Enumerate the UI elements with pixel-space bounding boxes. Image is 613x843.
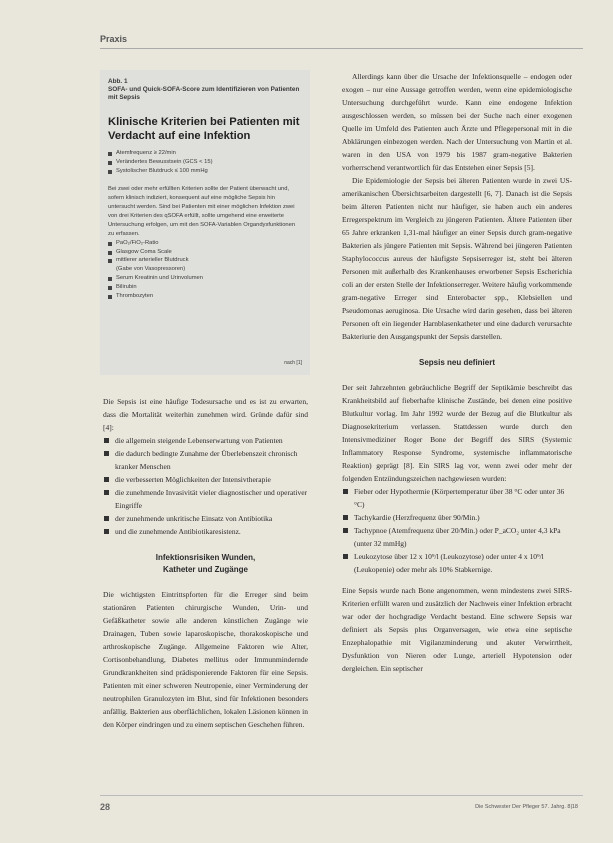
figure-title: Klinische Kriterien bei Patienten mit Verdacht auf eine Infektion	[108, 115, 300, 142]
reason-item: und die zunehmende Antibiotikaresistenz.	[103, 525, 308, 538]
figure-credit: nach [1]	[284, 360, 302, 366]
variables-list	[100, 239, 310, 302]
section-heading: Sepsis neu definiert	[418, 358, 496, 367]
body-paragraph: Die wichtigsten Eintrittspforten für die Erreger sind beim stationären Patienten chirurgische Wunden, Urin- und Gefäßkatheter sowie alle anderen künstlichen Zugänge wie Drainagen, Tuben sowie laparoskopische, thorakoskopische und arthroskopische Zugänge. Allgemeine Faktoren wie Alter, Cortisonbehandlung, Diabetes mellitus oder Immunmindernde Grundkrankheiten sind prädisponierende Faktoren für eine Sepsis. Patienten mit einer schweren Neutropenie, einer Verminderung der neutrophilen Granulozyten im Blut, sind für Infektionen besonders anfällig. Bakterien aus oberflächlichen, lokalen Läsionen können in den Körper eindringen und zu einem septischen Geschehen führen.	[103, 590, 308, 729]
figure-caption: SOFA- und Quick-SOFA-Score zum Identifizieren von Patienten mit Sepsis	[108, 86, 300, 102]
figure-label: Abb. 1	[108, 78, 128, 85]
heading-line: Infektionsrisiken Wunden,	[155, 553, 256, 562]
left-column	[103, 395, 308, 731]
criteria-item: Systolischer Blutdruck ≤ 100 mmHg	[108, 167, 302, 176]
body-paragraph: Die Epidemiologie der Sepsis bei älteren Patienten wurde in zwei US-amerikanischen Übersichtsarbeiten dargestellt [6, 7]. Danach ist die Sepsis beim älteren Patienten nicht nur häufiger, sie haben auch ein anderes Erregerspektrum im Vergleich zu jüngeren Patienten. Ältere Patienten über 65 Jahre erkranken 1,31-mal häufiger an einer Sepsis durch gram-negative Bakterien als jüngere Patienten mit Sepsis. Während bei jüngeren Patienten Staphylococcus aureus der häufigste Sepsiserreger ist, steht bei älteren Personen mit außerhalb des Krankenhauses erworbener Sepsis Escherichia coli an der ersten Stelle der Infektionserreger. Weitere häufig vorkommende gram-negative Erreger sind Enterobacter spp., Klebsiellen und Pseudomonas aeruginosa. Die Ursache wird darin gesehen, dass bei älteren Personen oft ein liegender Harnblasenkatheter und eine dadurch verursachte Bakteriurie den Ausgangspunkt der Sepsis darstellen.	[342, 176, 572, 341]
criteria-list	[100, 149, 310, 176]
variable-item: mittlerer arterieller Blutdruck	[108, 256, 302, 265]
criteria-item: Atemfrequenz ≥ 22/min	[108, 149, 302, 158]
heading-line: Katheter und Zugänge	[163, 565, 248, 574]
sirs-list	[342, 485, 572, 576]
section-heading	[103, 552, 308, 576]
sirs-item: Fieber oder Hypothermie (Körpertemperatur über 38 °C oder unter 36 °C)	[342, 485, 572, 511]
body-paragraph: Eine Sepsis wurde nach Bone angenommen, wenn mindestens zwei SIRS-Kriterien erfüllt waren und zusätzlich der Nachweis einer Infektion erbracht war oder der hochgradige Verdacht bestand. Eine schwere Sepsis war definiert als Sepsis plus Organversagen, wie etwa eine septische Enzephalopathie mit Vigilanzminderung und akuter Verwirrtheit, Dysfunktion von Nieren oder Lunge, arteriell Hypotension oder dergleichen. Ein septischer	[342, 586, 572, 673]
page-number: 28	[100, 802, 111, 812]
sirs-item: Tachypnoe (Atemfrequenz über 20/Min.) oder P_aCO₂ unter 4,3 kPa (unter 32 mmHg)	[342, 524, 572, 550]
variable-item: PaO₂/FiO₂-Ratio	[108, 239, 302, 248]
variable-item: Glasgow Coma Scale	[108, 248, 302, 257]
variable-item: Bilirubin	[108, 283, 302, 292]
variable-item: Thrombozyten	[108, 292, 302, 301]
reason-item: die allgemein steigende Lebenserwartung von Patienten	[103, 434, 308, 447]
figure-paragraph: Bei zwei oder mehr erfüllten Kriterien sollte der Patient überwacht und, sofern klinisch indiziert, konsequent auf eine mögliche Sepsis hin untersucht werden. Sind bei Patienten mit einer möglichen Infektion zwei von drei Kriterien des qSOFA erfüllt, sollte umgehend eine erweiterte Untersuchung erfolgen, um mit den SOFA-Variablen Organdysfunktionen zu erfassen.	[108, 185, 296, 237]
section-header: Praxis	[100, 34, 128, 44]
criteria-item: Verändertes Bewusstsein (GCS < 15)	[108, 158, 302, 167]
right-column	[342, 70, 572, 675]
body-paragraph: Allerdings kann über die Ursache der Infektionsquelle – endogen oder exogen – nur eine Aussage getroffen werden, wenn eine epidemiologische Untersuchung durchgeführt wurde. Kann eine endogene Infektion ausgeschlossen werden, so müssen bei der Suche nach einer exogenen Quelle im Umfeld des Patienten auch Ärzte und Pflegepersonal mit in die Abklärungen einbezogen werden. Nach der Untersuchung von Martin et al. waren in den USA von 1979 bis 1987 gram-negative Bakterien vorherrschend verantwortlich für das Entstehen einer Sepsis [5].	[342, 72, 572, 172]
reason-item: die verbesserten Möglichkeiten der Intensivtherapie	[103, 473, 308, 486]
variable-item: Serum Kreatinin und Urinvolumen	[108, 274, 302, 283]
variable-item: (Gabe von Vasopressoren)	[116, 266, 186, 273]
reasons-list	[103, 434, 308, 538]
journal-citation: Die Schwester Der Pfleger 57. Jahrg. 8|18	[475, 804, 578, 810]
reason-item: die dadurch bedingte Zunahme der Überlebenszeit chronisch kranker Menschen	[103, 447, 308, 473]
sirs-item: Tachykardie (Herzfrequenz über 90/Min.)	[342, 511, 572, 524]
reason-item: die zunehmende Invasivität vieler diagnostischer und operativer Eingriffe	[103, 486, 308, 512]
footer-rule	[100, 795, 583, 796]
sirs-item: Leukozytose über 12 x 10⁹/l (Leukozytose) oder unter 4 x 10⁹/l (Leukopenie) oder mehr als 10% Stabkernige.	[342, 550, 572, 576]
header-rule	[100, 48, 583, 49]
intro-paragraph: Die Sepsis ist eine häufige Todesursache und es ist zu erwarten, dass die Mortalität weiterhin zunehmen wird. Gründe dafür sind [4]:	[103, 397, 308, 432]
reason-item: der zunehmende unkritische Einsatz von Antibiotika	[103, 512, 308, 525]
figure-box	[100, 70, 310, 375]
body-paragraph: Der seit Jahrzehnten gebräuchliche Begriff der Septikämie beschreibt das Krankheitsbild auf fieberhafte klinische Zustände, bei denen eine positive Blutkultur vorlag. Im Jahr 1992 wurde der Bezug auf die Blutkultur als Diagnosekriterium verlassen. Stattdessen wurde durch den Intensivmediziner Roger Bone der Begriff des SIRS (Systemic Inflammatory Response Syndrome, systemische inflammatorische Reaktion) geprägt [8]. Ein SIRS lag vor, wenn zwei oder mehr der folgenden Entzündungszeichen nachgewiesen wurden:	[342, 383, 572, 483]
